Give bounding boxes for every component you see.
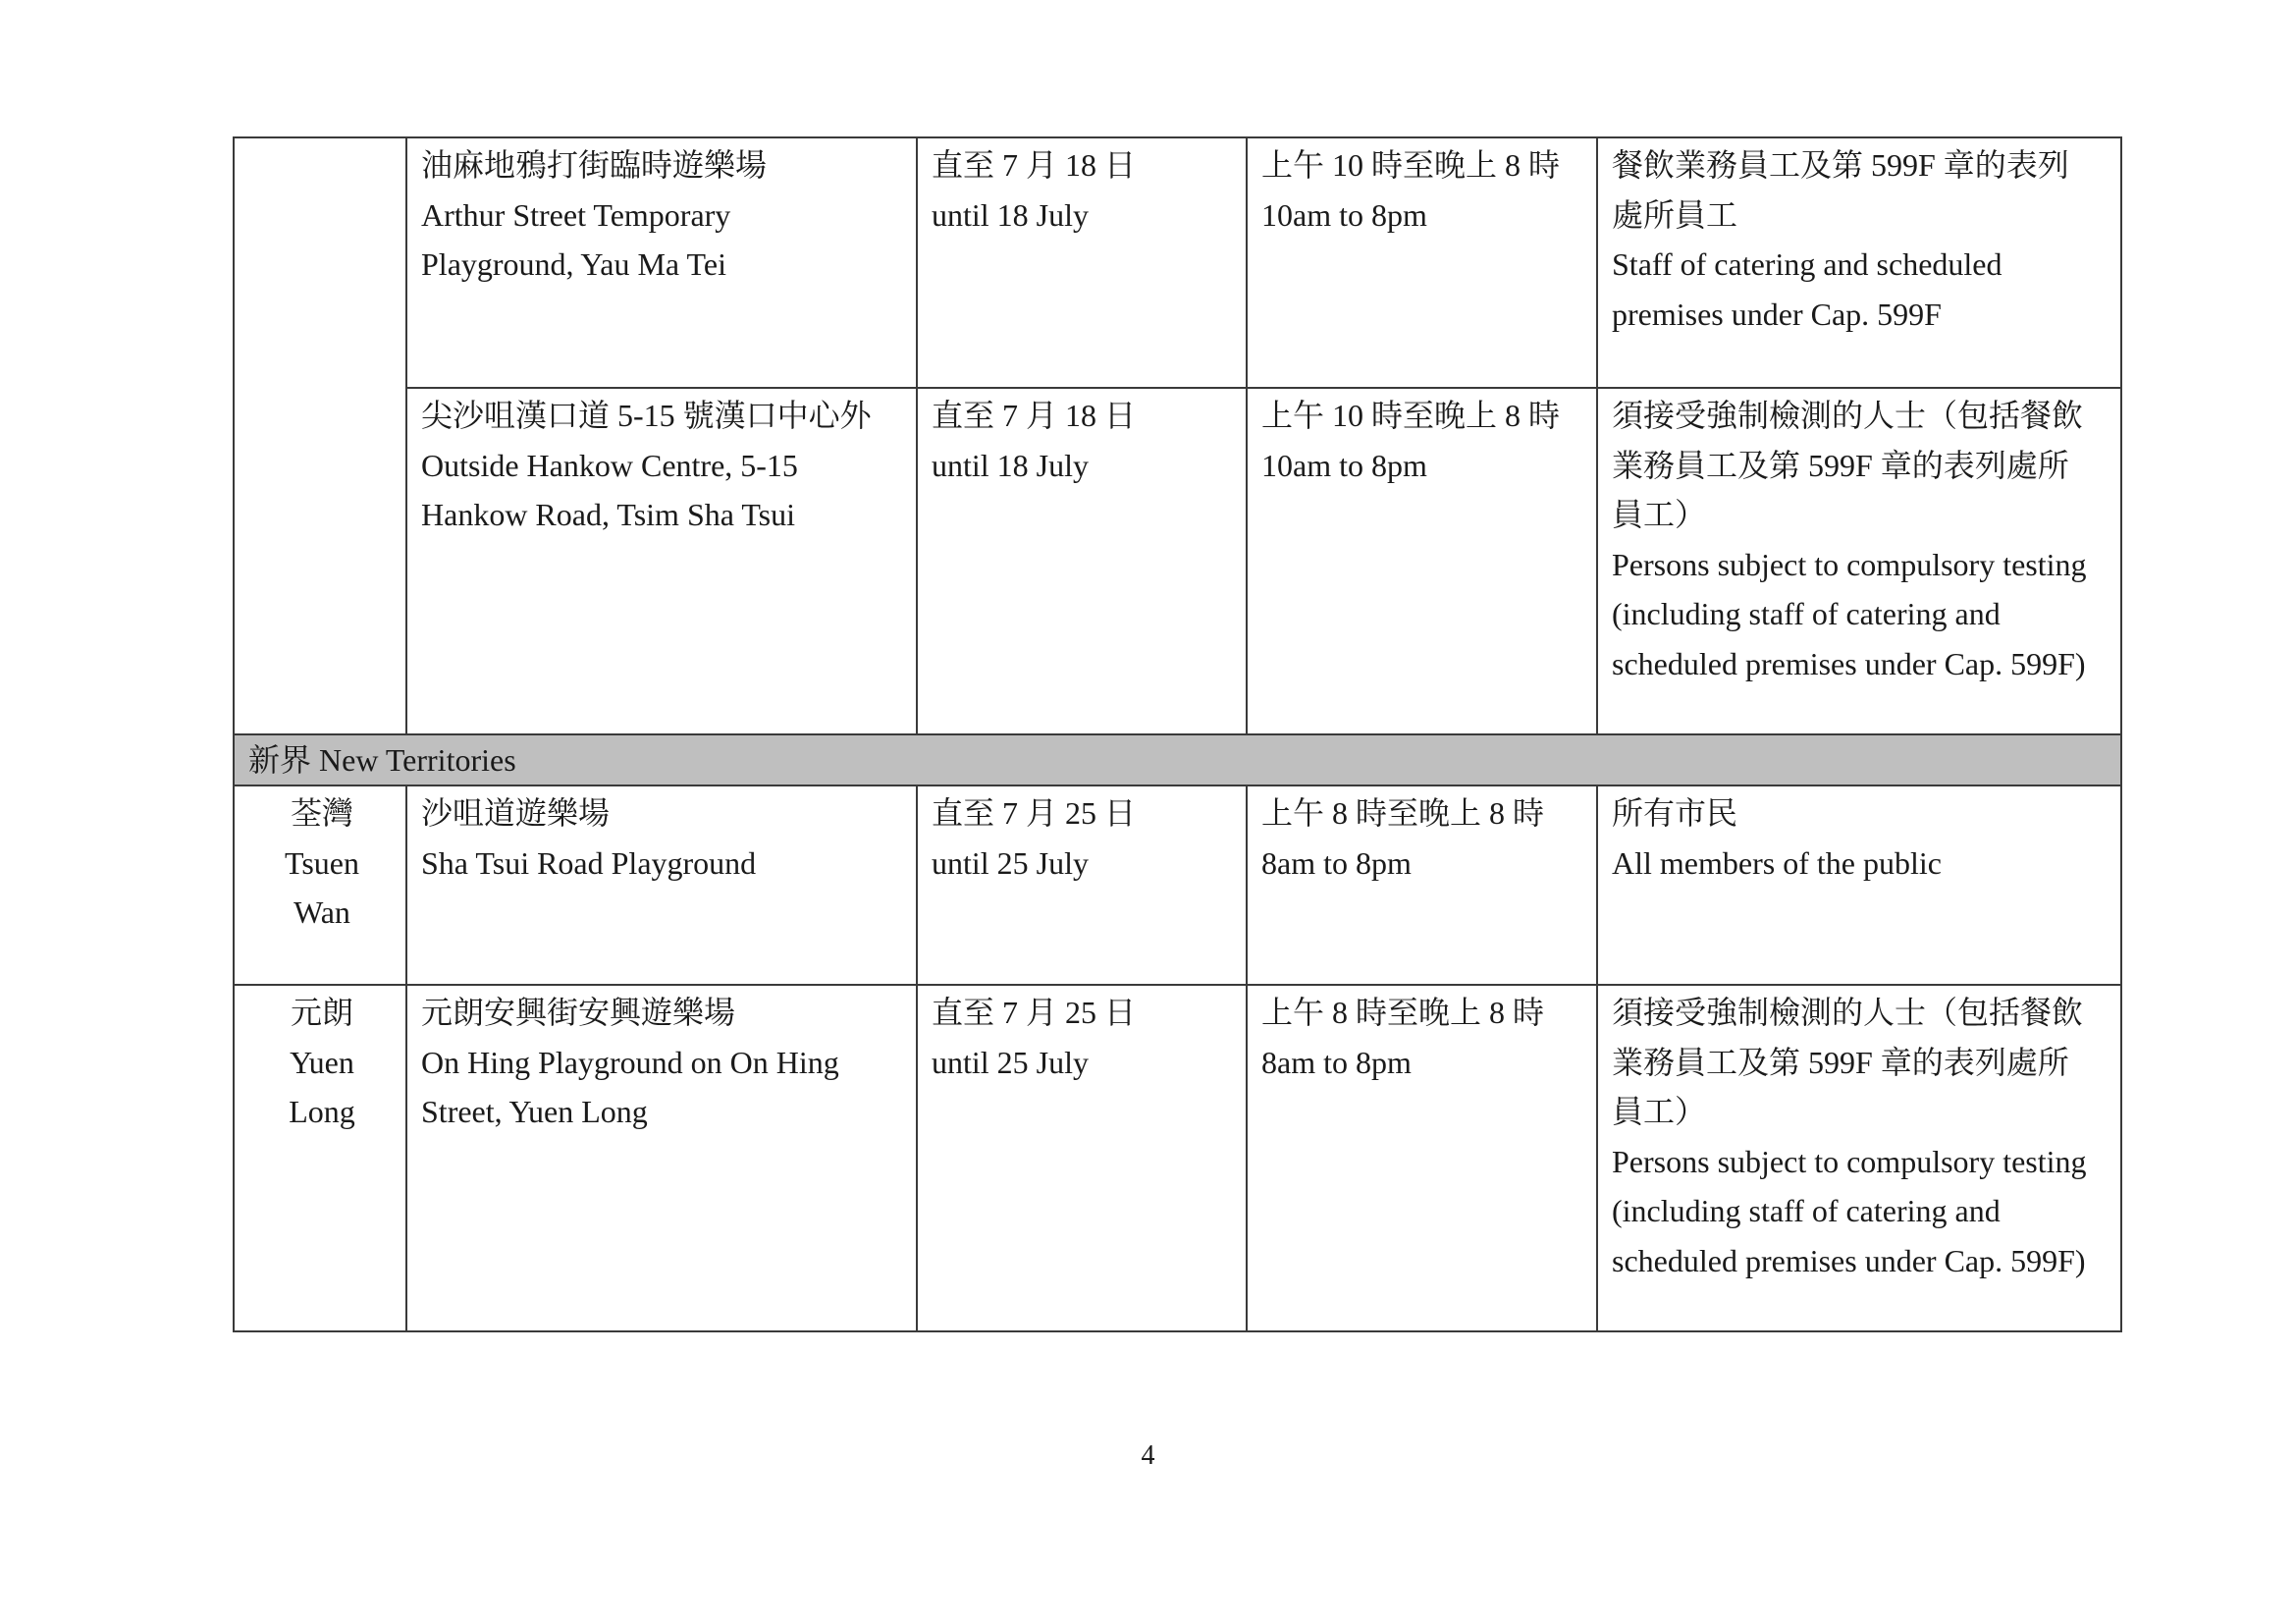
section-header: 新界 New Territories	[234, 734, 2121, 785]
period-cell	[917, 985, 1247, 1331]
target-group-cell	[1597, 137, 2121, 388]
target-group-zh: 員工）	[1612, 1094, 1707, 1129]
location-name-en: Arthur Street Temporary	[421, 196, 731, 233]
testing-stations-table	[233, 136, 2122, 1332]
location-cell	[406, 785, 917, 985]
district-zh: 元朗	[290, 995, 353, 1030]
location-name-en: Playground, Yau Ma Tei	[421, 246, 726, 282]
location-name-en: Hankow Road, Tsim Sha Tsui	[421, 497, 796, 532]
target-group-zh: 須接受強制檢測的人士（包括餐飲	[1612, 398, 2084, 433]
target-group-zh: 業務員工及第 599F 章的表列處所	[1612, 1044, 2069, 1080]
hours-zh: 上午 10 時至晚上 8 時	[1261, 147, 1561, 183]
target-group-zh: 業務員工及第 599F 章的表列處所	[1612, 447, 2069, 483]
period-en: until 18 July	[932, 447, 1090, 483]
district-zh: 荃灣	[290, 795, 353, 831]
hours-cell	[1247, 785, 1597, 985]
district-en: Wan	[294, 894, 350, 930]
target-group-en: (including staff of catering and	[1612, 596, 2001, 631]
location-cell	[406, 388, 917, 734]
location-name-zh: 尖沙咀漢口道 5-15 號漢口中心外	[421, 398, 872, 433]
location-name-en: Sha Tsui Road Playground	[421, 844, 757, 881]
target-group-en: All members of the public	[1612, 844, 1942, 881]
table-row	[234, 137, 2121, 388]
period-en: until 25 July	[932, 1044, 1090, 1080]
district-cell	[234, 785, 406, 985]
target-group-en: Staff of catering and scheduled	[1612, 246, 2002, 282]
target-group-en: Persons subject to compulsory testing	[1612, 546, 2087, 582]
district-en: Yuen	[290, 1044, 354, 1080]
location-name-zh: 油麻地鴉打街臨時遊樂場	[421, 147, 768, 183]
target-group-en: scheduled premises under Cap. 599F)	[1612, 1242, 2086, 1278]
target-group-zh: 員工）	[1612, 497, 1707, 532]
hours-cell	[1247, 985, 1597, 1331]
location-cell	[406, 985, 917, 1331]
hours-cell	[1247, 388, 1597, 734]
target-group-cell	[1597, 388, 2121, 734]
hours-zh: 上午 8 時至晚上 8 時	[1261, 995, 1545, 1030]
target-group-en: scheduled premises under Cap. 599F)	[1612, 645, 2086, 681]
table-row	[234, 785, 2121, 985]
section-header-row	[234, 734, 2121, 785]
district-en: Long	[289, 1094, 355, 1129]
location-name-en: Street, Yuen Long	[421, 1094, 648, 1129]
target-group-zh: 所有市民	[1612, 795, 1738, 831]
district-cell	[234, 985, 406, 1331]
period-zh: 直至 7 月 25 日	[932, 795, 1137, 831]
period-cell	[917, 785, 1247, 985]
target-group-en: premises under Cap. 599F	[1612, 296, 1942, 332]
period-zh: 直至 7 月 25 日	[932, 995, 1137, 1030]
hours-cell	[1247, 137, 1597, 388]
period-en: until 18 July	[932, 196, 1090, 233]
location-name-zh: 沙咀道遊樂場	[421, 795, 611, 831]
hours-zh: 上午 8 時至晚上 8 時	[1261, 795, 1545, 831]
period-zh: 直至 7 月 18 日	[932, 147, 1137, 183]
district-en: Tsuen	[285, 844, 359, 881]
target-group-zh: 處所員工	[1612, 196, 1738, 233]
location-name-en: On Hing Playground on On Hing	[421, 1044, 839, 1080]
page-number: 4	[1141, 1440, 1155, 1471]
target-group-en: Persons subject to compulsory testing	[1612, 1143, 2087, 1179]
hours-en: 10am to 8pm	[1261, 447, 1427, 483]
hours-zh: 上午 10 時至晚上 8 時	[1261, 398, 1561, 433]
hours-en: 8am to 8pm	[1261, 1044, 1412, 1080]
target-group-zh: 須接受強制檢測的人士（包括餐飲	[1612, 995, 2084, 1030]
table-row	[234, 388, 2121, 734]
period-en: until 25 July	[932, 844, 1090, 881]
target-group-cell	[1597, 985, 2121, 1331]
district-cell	[234, 137, 406, 734]
location-name-en: Outside Hankow Centre, 5-15	[421, 447, 798, 483]
target-group-zh: 餐飲業務員工及第 599F 章的表列	[1612, 147, 2069, 183]
location-cell	[406, 137, 917, 388]
target-group-en: (including staff of catering and	[1612, 1193, 2001, 1228]
target-group-cell	[1597, 785, 2121, 985]
table-row	[234, 985, 2121, 1331]
period-zh: 直至 7 月 18 日	[932, 398, 1137, 433]
hours-en: 8am to 8pm	[1261, 844, 1412, 881]
location-name-zh: 元朗安興街安興遊樂場	[421, 995, 736, 1030]
hours-en: 10am to 8pm	[1261, 196, 1427, 233]
period-cell	[917, 388, 1247, 734]
period-cell	[917, 137, 1247, 388]
